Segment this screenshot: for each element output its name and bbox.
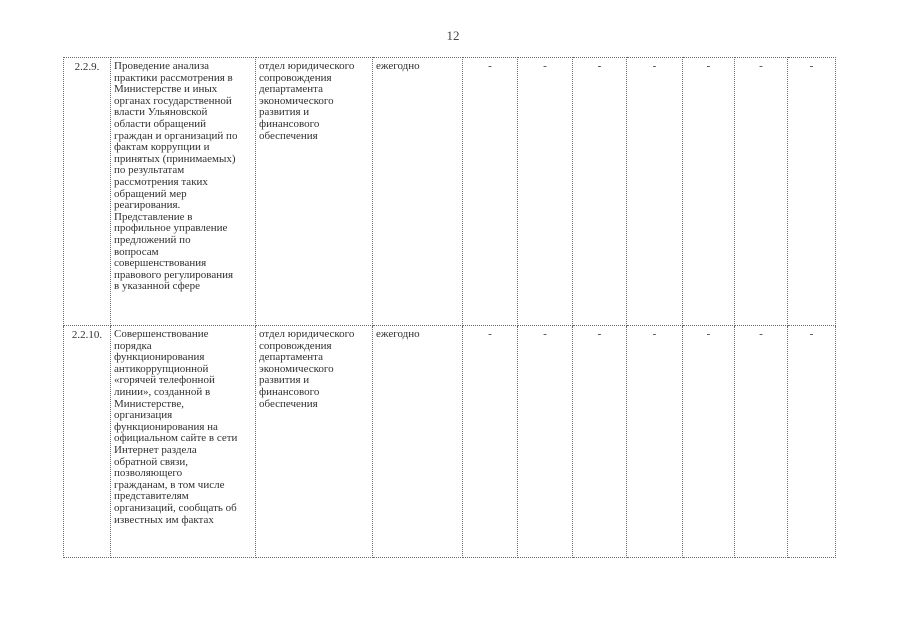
value-cell: - xyxy=(683,326,735,558)
measure-text: Совершенствование порядка функционирования антикоррупционной «горячей телефонной линии», созданной в Министерстве, организация функционирования на официальном сайте в сети Интернет раздела обратной связи, позволяющего гражданам, в том числе представителям организаций, сообщать об известных им фактах xyxy=(114,328,238,526)
table-row xyxy=(64,58,836,326)
table-row xyxy=(64,326,836,558)
row-number: 2.2.9. xyxy=(64,58,111,326)
value-cell: - xyxy=(788,326,836,558)
value-cell: - xyxy=(627,58,683,326)
measure-text: Проведение анализа практики рассмотрения в Министерстве и иных органах государственной власти Ульяновской области обращений граждан и организаций по фактам коррупции и принятых (принимаемых) по результатам рассмотрения таких обращений мер реагирования. Представление в профильное управление предложений по вопросам совершенствования правового регулирования в указанной сфере xyxy=(114,60,238,293)
value-cell: - xyxy=(788,58,836,326)
value-cell: - xyxy=(518,326,573,558)
page-number: 12 xyxy=(446,28,460,43)
responsible-cell xyxy=(256,58,373,326)
value-cell: - xyxy=(573,326,627,558)
value-cell: - xyxy=(683,58,735,326)
responsible-cell xyxy=(256,326,373,558)
value-cell: - xyxy=(573,58,627,326)
responsible-text: отдел юридического сопровождения департамента экономического развития и финансового обеспечения xyxy=(259,328,355,410)
value-cell: - xyxy=(735,326,788,558)
value-cell: - xyxy=(463,326,518,558)
value-cell: - xyxy=(627,326,683,558)
value-cell: - xyxy=(735,58,788,326)
value-cell: - xyxy=(463,58,518,326)
responsible-text: отдел юридического сопровождения департамента экономического развития и финансового обеспечения xyxy=(259,60,355,142)
measures-table xyxy=(63,57,836,558)
period-cell: ежегодно xyxy=(373,58,463,326)
row-number: 2.2.10. xyxy=(64,326,111,558)
measure-cell xyxy=(111,326,256,558)
value-cell: - xyxy=(518,58,573,326)
period-cell: ежегодно xyxy=(373,326,463,558)
measure-cell xyxy=(111,58,256,326)
